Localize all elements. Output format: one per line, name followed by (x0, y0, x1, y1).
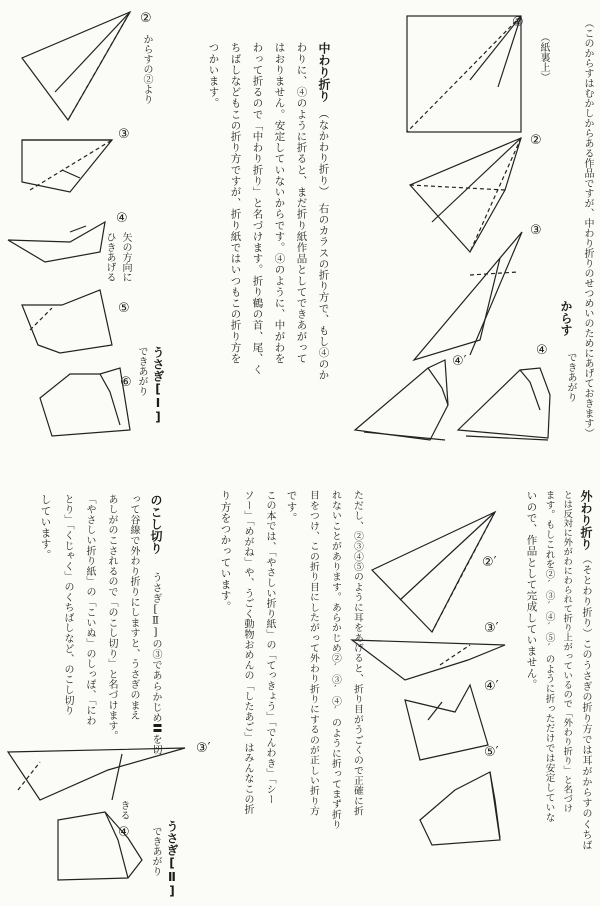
koshikiri-step4-number: ④ (118, 825, 130, 840)
usagi1-step3-number: ③ (118, 127, 130, 142)
usagi1-step4-note-b: ひきあげる (104, 232, 115, 282)
nakawari-line-1: （なかわり折り） 右のカラスの折り方で、もし④のか (317, 108, 330, 381)
sotowari-step4prime-number: ④′ (484, 679, 499, 694)
karasu-done-label: できあがり (565, 352, 576, 402)
karasu-step4prime-number: ④′ (452, 354, 467, 369)
sotowari-step3prime-number: ③′ (484, 621, 499, 636)
nakawari-heading: 中わり折り (317, 42, 331, 102)
middle-line-4: です。 (285, 490, 298, 524)
nakawari-line-2: わりに、④のように折ると、まだ折り紙作品としてできあがって (295, 42, 308, 364)
karasu-step1-number: ① (512, 15, 524, 30)
karasu-paper-back-label: （紙裏上） (538, 32, 549, 82)
nakawari-line-3: はおりません。安定していないからです。④のように、中がわを (273, 42, 286, 364)
koshikiri-step3prime-number: ③′ (196, 741, 211, 756)
usagi1-step5-number: ⑤ (118, 301, 130, 316)
karasu-step3-fold (414, 232, 522, 360)
sotowari-line-3: ます。もしこれを②′③′④′⑤′のように折っただけでは安定していな (543, 490, 555, 823)
sotowari-step5prime-number: ⑤′ (484, 745, 499, 760)
koshikiri-done-label: できあがり (150, 826, 161, 876)
sotowari-step5-prime (420, 772, 500, 845)
nakawari-line-4: わって折るので「中わり折り」と名づけます。折り鶴の首、尾、く (251, 42, 264, 375)
koshikiri-line-1: うさぎ[Ⅱ]の③であらかじめ〓を切 (150, 572, 161, 756)
koshikiri-line-3: あしがのこされるので「のこし切り」と名づけます。 (106, 494, 117, 742)
sotowari-step2-prime (372, 512, 495, 632)
koshikiri-step4 (58, 812, 142, 880)
koshikiri-line-4: 「やさしい折り紙」の「こいぬ」のしっぽ、「にわ (84, 494, 95, 726)
karasu-step4-prime (355, 360, 448, 440)
usagi1-done-label: できあがり (136, 346, 147, 396)
middle-line-5: この本では、「やさしい折り紙」の「てっきょう」「でんわき」「シー (264, 490, 275, 805)
usagi1-step3 (22, 140, 112, 192)
usagi1-step6 (40, 368, 130, 436)
karasu-title: からす (559, 300, 573, 336)
nakawari-line-6: つかいます。 (207, 42, 220, 109)
sotowari-line-4: いので、作品として完成していません。 (525, 490, 538, 690)
karasu-step2-number: ② (530, 133, 542, 148)
koshikiri-heading: のこし切り (149, 494, 163, 554)
sotowari-step4-prime (405, 685, 488, 760)
middle-line-7: り方をつかっています。 (219, 490, 232, 613)
koshikiri-line-2: って谷線で外わり折りにしますと、うさぎのまえ (128, 494, 139, 721)
karasu-step4-done (458, 368, 550, 440)
middle-line-2: れないことがあります。あらかじめ②′③′④′のように折ってまず折り (329, 490, 341, 830)
sotowari-heading: 外わり折り (579, 490, 593, 550)
middle-line-1: ただし、②③④⑤のように耳をあげると、折り目がうごくので正確に折 (351, 490, 363, 817)
middle-line-3: 目をつけ、この折り目にしたがって外わり折りにするのが正しい折り方 (307, 490, 319, 817)
karasu-step4-number: ④ (536, 343, 548, 358)
usagi1-step2 (22, 12, 130, 120)
middle-line-6: ソー」「めがね」や、うごく動物おめんの「したあご」はみんなこの折 (242, 490, 253, 815)
koshikiri-title: うさぎ[Ⅱ] (165, 820, 179, 898)
usagi1-step2-number: ② (140, 11, 152, 26)
usagi1-step4-number: ④ (116, 211, 128, 226)
sotowari-line-2: とは反対に外がわにわられて折り上がっているので「外わり折り」と名づけ (561, 490, 573, 813)
usagi1-step4 (8, 222, 105, 262)
usagi1-title: うさぎ[Ⅰ] (151, 346, 165, 424)
koshikiri-line-6: しています。 (39, 494, 52, 561)
side-note: （このからすはむかしからある作品ですが、中わり折りのせつめいのためにあげておきます） (582, 18, 593, 438)
sotowari-line-1: （そとわり折り）このうさぎの折り方では耳がからすのくちば (580, 554, 591, 851)
koshikiri-cut-label: きる (118, 800, 129, 820)
sotowari-step3-prime (352, 640, 505, 680)
karasu-step1-square (407, 16, 521, 132)
usagi1-step5 (22, 290, 112, 353)
nakawari-line-5: ちばしなどもこの折り方ですが、折り紙ではいつもこの折り方を (229, 42, 242, 364)
usagi1-step2-note: からすの②より (141, 34, 152, 104)
koshikiri-step3-prime (8, 748, 185, 800)
sotowari-step2prime-number: ②′ (482, 555, 497, 570)
karasu-step2-kite (410, 138, 521, 252)
karasu-step3-number: ③ (530, 223, 542, 238)
koshikiri-line-5: とり」「くじゃく」のくちばしなど、のこし切り (62, 494, 73, 716)
usagi1-step6-number: ⑥ (120, 375, 132, 390)
usagi1-step4-note-a: 矢の方向に (120, 232, 131, 282)
